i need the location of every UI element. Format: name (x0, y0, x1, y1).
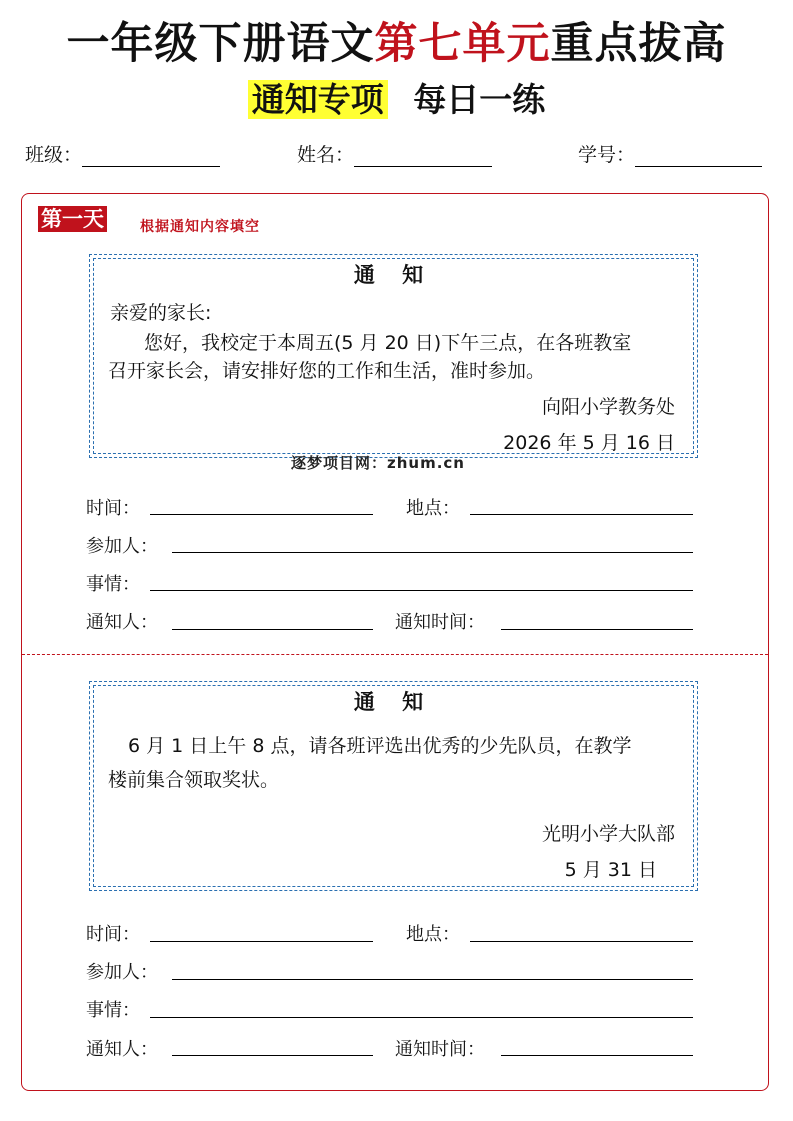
time-label: 时间： (86, 498, 140, 519)
subtitle-highlight: 通知专项 (248, 80, 388, 119)
notice-signer: 向阳小学教务处 (541, 396, 675, 418)
notice-title: 通 知 (353, 690, 434, 714)
place-blank[interactable] (470, 941, 693, 942)
place-blank[interactable] (470, 514, 693, 515)
participants-blank[interactable] (172, 552, 693, 553)
title-focus: 重点拔高 (550, 19, 727, 69)
notifier-blank[interactable] (172, 1055, 373, 1056)
participants-blank[interactable] (172, 979, 693, 980)
page-subtitle (0, 74, 793, 121)
notice-body-line: 您好，我校定于本周五(5 月 20 日)下午三点，在各班教室 (144, 332, 632, 354)
title-unit: 第七单元 (374, 19, 551, 69)
instruction-text: 根据通知内容填空 (140, 219, 260, 235)
notice-greeting: 亲爱的家长: (110, 302, 212, 324)
notice-box-1 (89, 254, 698, 458)
notice-time-blank[interactable] (501, 1055, 693, 1056)
matter-blank[interactable] (150, 1017, 693, 1018)
subtitle-rest: 每日一练 (413, 80, 546, 119)
watermark-text: 逐梦项目网：zhum.cn (291, 454, 465, 472)
participants-label: 参加人： (86, 536, 158, 557)
class-blank[interactable] (82, 146, 220, 167)
time-label: 时间： (86, 924, 140, 945)
notifier-blank[interactable] (172, 629, 373, 630)
student-id-label: 学号： (578, 144, 636, 166)
notice-time-blank[interactable] (501, 629, 693, 630)
class-field (25, 140, 220, 167)
notice-body-line: 6 月 1 日上午 8 点，请各班评选出优秀的少先队员，在教学 (128, 735, 632, 757)
time-blank[interactable] (150, 514, 373, 515)
name-blank[interactable] (354, 146, 492, 167)
matter-blank[interactable] (150, 590, 693, 591)
matter-label: 事情： (86, 574, 140, 595)
name-label: 姓名： (297, 144, 355, 166)
section-divider (22, 654, 768, 655)
student-id-field (578, 140, 762, 167)
student-id-blank[interactable] (635, 146, 762, 167)
participants-label: 参加人： (86, 962, 158, 983)
notice-box-2 (89, 681, 698, 891)
notice-date: 2026 年 5 月 16 日 (503, 432, 675, 454)
notice-date: 5 月 31 日 (564, 859, 657, 881)
class-label: 班级： (25, 144, 83, 166)
matter-label: 事情： (86, 1000, 140, 1021)
place-label: 地点： (406, 924, 460, 945)
notifier-label: 通知人： (86, 612, 158, 633)
time-blank[interactable] (150, 941, 373, 942)
title-grade: 一年级下册语文 (66, 19, 375, 69)
notice-signer: 光明小学大队部 (541, 823, 675, 845)
notice-time-label: 通知时间： (395, 612, 485, 633)
notice-time-label: 通知时间： (395, 1039, 485, 1060)
notice-body-line: 楼前集合领取奖状。 (108, 769, 280, 791)
day-tag: 第一天 (38, 206, 107, 232)
name-field (297, 140, 492, 167)
page-title (0, 10, 793, 71)
notice-title: 通 知 (353, 263, 434, 287)
place-label: 地点： (406, 498, 460, 519)
notice-body-line: 召开家长会，请安排好您的工作和生活，准时参加。 (108, 360, 546, 382)
notifier-label: 通知人： (86, 1039, 158, 1060)
